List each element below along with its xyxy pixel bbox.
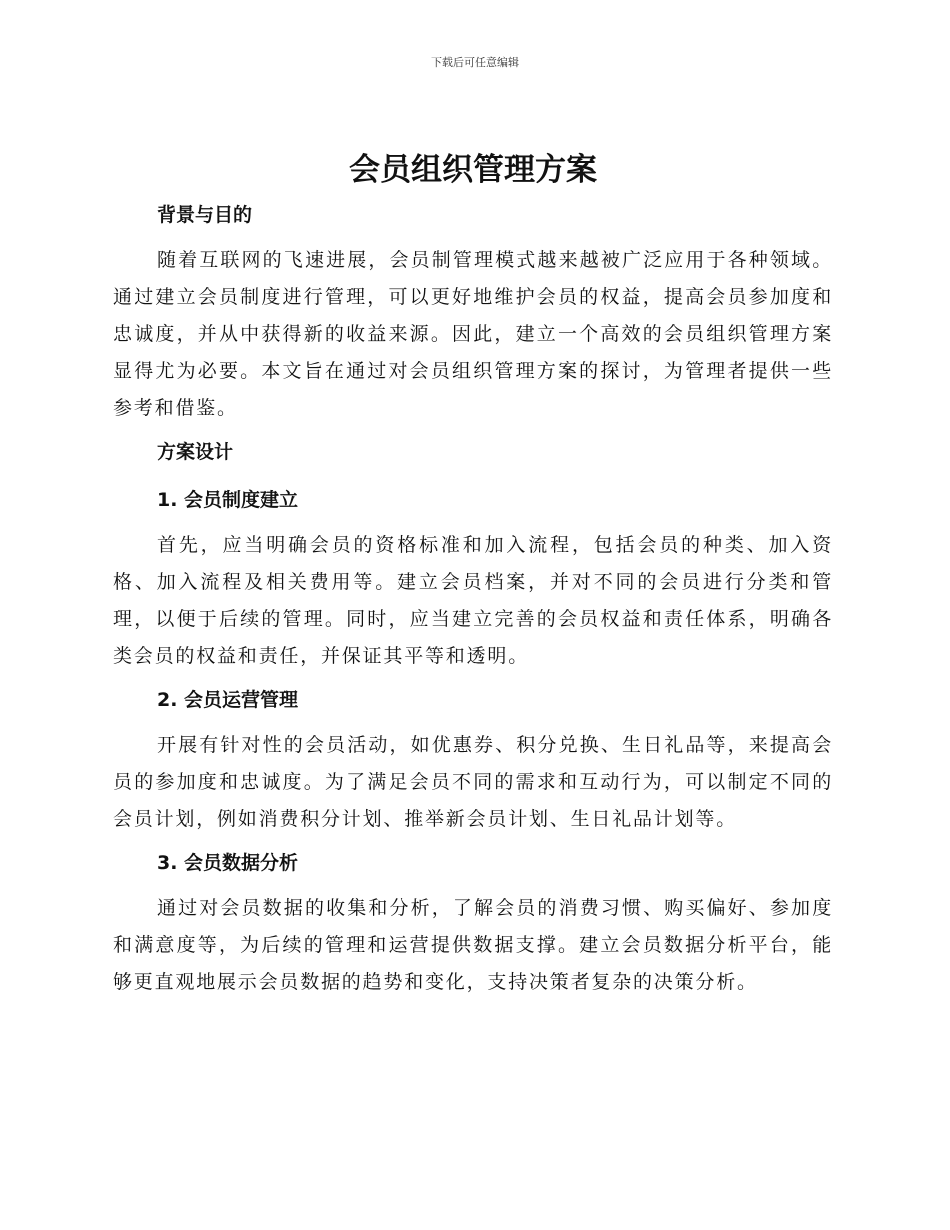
paragraph-data-analysis: 通过对会员数据的收集和分析，了解会员的消费习惯、购买偏好、参加度和满意度等，为后续的管理和运营提供数据支撑。建立会员数据分析平台，能够更直观地展示会员数据的趋势和变化，支持决策者复杂的决策分析。	[113, 897, 833, 993]
section-heading-member-operations: 2. 会员运营管理	[157, 689, 299, 711]
paragraph-background: 随着互联网的飞速进展，会员制管理模式越来越被广泛应用于各种领域。通过建立会员制度进行管理，可以更好地维护会员的权益，提高会员参加度和忠诚度，并从中获得新的收益来源。因此，建立一个高效的会员组织管理方案显得尤为必要。本文旨在通过对会员组织管理方案的探讨，为管理者提供一些参考和借鉴。	[113, 249, 833, 419]
document-title: 会员组织管理方案	[349, 152, 597, 188]
section-heading-plan-design: 方案设计	[157, 441, 234, 463]
section-heading-data-analysis: 3. 会员数据分析	[157, 852, 299, 874]
paragraph-member-operations: 开展有针对性的会员活动，如优惠券、积分兑换、生日礼品等，来提高会员的参加度和忠诚度。为了满足会员不同的需求和互动行为，可以制定不同的会员计划，例如消费积分计划、推举新会员计划、生日礼品计划等。	[113, 734, 833, 830]
section-heading-membership-system: 1. 会员制度建立	[157, 489, 299, 511]
document-body	[113, 148, 833, 1001]
paragraph-membership-system: 首先，应当明确会员的资格标准和加入流程，包括会员的种类、加入资格、加入流程及相关费用等。建立会员档案，并对不同的会员进行分类和管理，以便于后续的管理。同时，应当建立完善的会员权益和责任体系，明确各类会员的权益和责任，并保证其平等和透明。	[113, 534, 833, 667]
section-heading-background: 背景与目的	[157, 204, 253, 226]
header-note: 下载后可任意编辑	[431, 56, 519, 69]
